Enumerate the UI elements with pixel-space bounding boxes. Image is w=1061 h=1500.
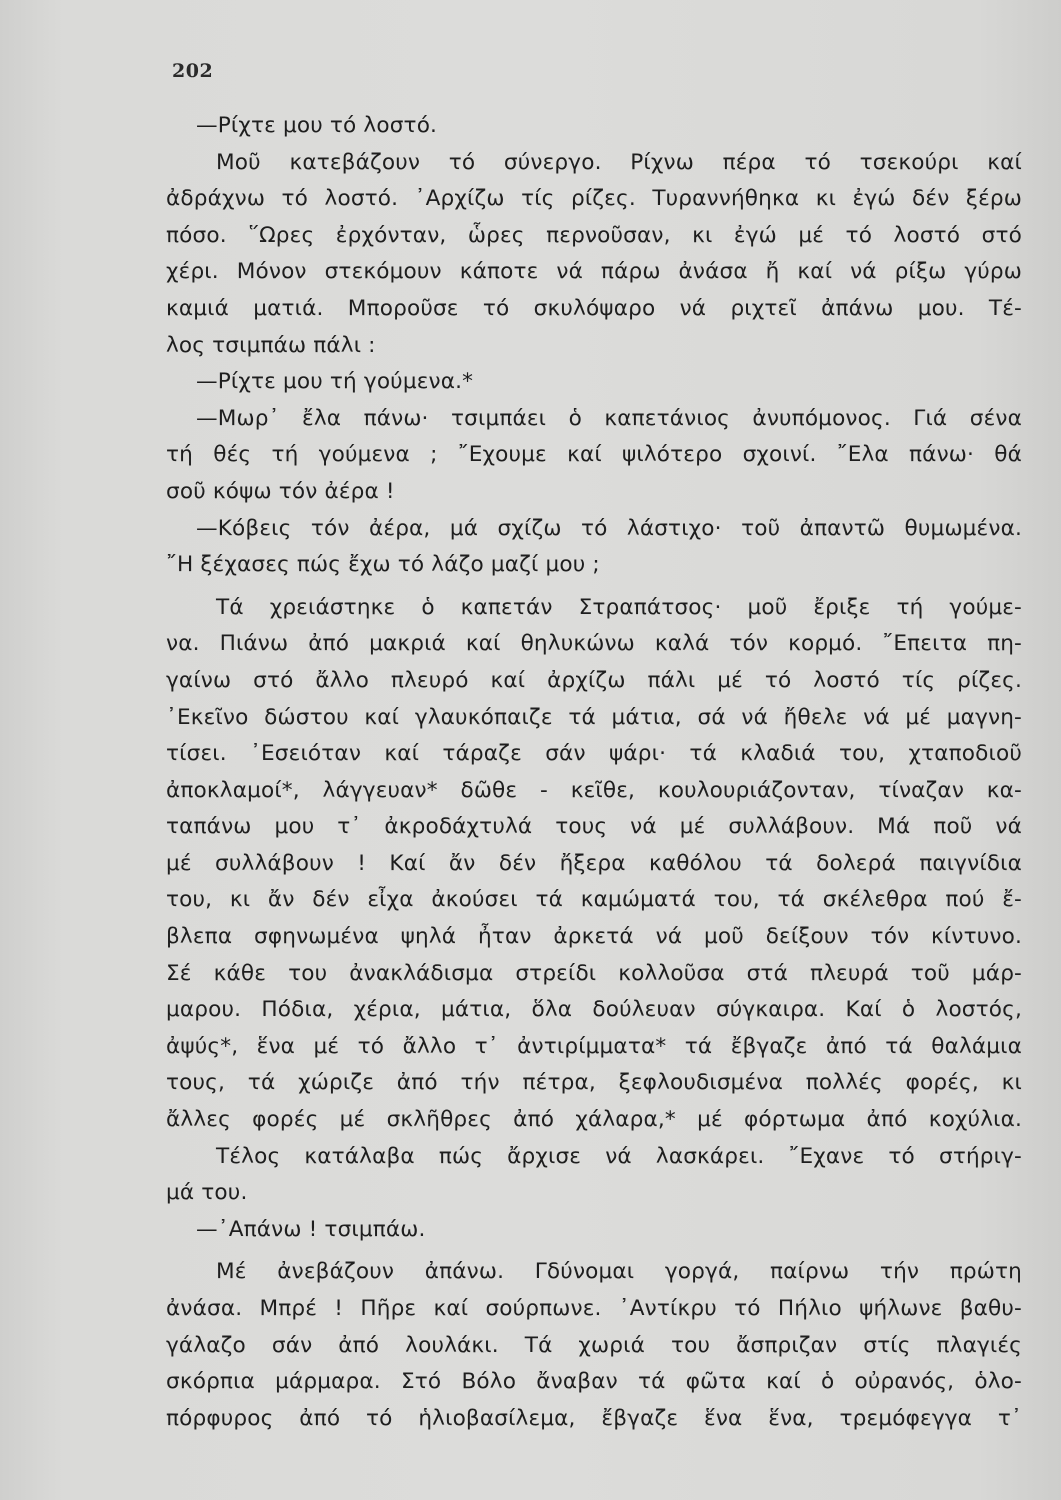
text-line: να. Πιάνω ἀπό μακριά καί θηλυκώνω καλά τόν κορμό. ῎Επειτα πη-	[166, 631, 1022, 657]
text-line: καμιά ματιά. Μποροῦσε τό σκυλόψαρο νά ριχτεῖ ἀπάνω μου. Τέ-	[166, 295, 1022, 321]
text-line: ἀνάσα. Μπρέ ! Πῆρε καί σούρπωνε. ᾿Αντίκρυ τό Πήλιο ψήλωνε βαθυ-	[166, 1296, 1022, 1321]
text-line: Μέ ἀνεβάζουν ἀπάνω. Γδύνομαι γοργά, παίρνω τήν πρώτη	[216, 1259, 1022, 1285]
text-line: γάλαζο σάν ἀπό λουλάκι. Τά χωριά του ἄσπριζαν στίς πλαγιές	[166, 1332, 1022, 1358]
text-line: Τέλος κατάλαβα πώς ἄρχισε νά λασκάρει. ῎Εχανε τό στήριγ-	[216, 1143, 1022, 1169]
text-line: βλεπα σφηνωμένα ψηλά ἦταν ἀρκετά νά μοῦ δείξουν τόν κίντυνο.	[166, 924, 1022, 950]
text-line: ἄλλες φορές μέ σκλῆθρες ἀπό χάλαρα,* μέ φόρτωμα ἀπό κοχύλια.	[166, 1107, 1022, 1133]
text-line: —Κόβεις τόν ἀέρα, μά σχίζω τό λάστιχο· τοῦ ἀπαντῶ θυμωμένα.	[196, 515, 1022, 541]
text-line: λος τσιμπάω πάλι :	[166, 332, 376, 358]
text-line: —Ρίχτε μου τή γούμενα.*	[196, 369, 474, 395]
text-line: Μοῦ κατεβάζουν τό σύνεργο. Ρίχνω πέρα τό τσεκούρι καί	[216, 149, 1022, 175]
text-line: πόρφυρος ἀπό τό ἡλιοβασίλεμα, ἔβγαζε ἕνα ἕνα, τρεμόφεγγα τ᾿	[166, 1405, 1022, 1431]
text-line: σοῦ κόψω τόν ἀέρα !	[166, 478, 395, 504]
text-line: τους, τά χώριζε ἀπό τήν πέτρα, ξεφλουδισμένα πολλές φορές, κι	[166, 1070, 1022, 1096]
text-line: μά του.	[166, 1180, 248, 1206]
text-line: ῎Η ξέχασες πώς ἔχω τό λάζο μαζί μου ;	[166, 552, 600, 578]
text-line: σκόρπια μάρμαρα. Στό Βόλο ἄναβαν τά φῶτα καί ὁ οὐρανός, ὁλο-	[166, 1369, 1022, 1395]
text-line: Τά χρειάστηκε ὁ καπετάν Στραπάτσος· μοῦ ἔριξε τή γούμε-	[216, 594, 1022, 620]
text-line: χέρι. Μόνον στεκόμουν κάποτε νά πάρω ἀνάσα ἤ καί νά ρίξω γύρω	[166, 259, 1022, 285]
text-line: ἀδράχνω τό λοστό. ᾿Αρχίζω τίς ρίζες. Τυραννήθηκα κι ἐγώ δέν ξέρω	[166, 186, 1022, 212]
text-line: ταπάνω μου τ᾿ ἀκροδάχτυλά τους νά μέ συλλάβουν. Μά ποῦ νά	[166, 814, 1022, 840]
text-line: —Μωρ᾿ ἔλα πάνω· τσιμπάει ὁ καπετάνιος ἀνυπόμονος. Γιά σένα	[196, 405, 1022, 431]
text-line: πόσο. ῞Ωρες ἐρχόνταν, ὧρες περνοῦσαν, κι ἐγώ μέ τό λοστό στό	[166, 222, 1022, 248]
text-line: μαρου. Πόδια, χέρια, μάτια, ὅλα δούλευαν σύγκαιρα. Καί ὁ λοστός,	[166, 997, 1022, 1023]
page-number: 202	[172, 60, 214, 82]
text-line: Σέ κάθε του ἀνακλάδισμα στρείδι κολλοῦσα στά πλευρά τοῦ μάρ-	[166, 960, 1022, 986]
text-line: ἀψύς*, ἕνα μέ τό ἄλλο τ᾿ ἀντιρίμματα* τά ἔβγαζε ἀπό τά θαλάμια	[166, 1033, 1022, 1059]
text-line: —Ρίχτε μου τό λοστό.	[196, 113, 438, 138]
text-line: μέ συλλάβουν ! Καί ἄν δέν ἤξερα καθόλου τά δολερά παιγνίδια	[166, 850, 1022, 876]
text-line: —᾿Απάνω ! τσιμπάω.	[196, 1216, 426, 1242]
body-text	[166, 108, 1022, 1437]
text-line: τή θές τή γούμενα ; ῎Εχουμε καί ψιλότερο σχοινί. ῎Ελα πάνω· θά	[166, 442, 1022, 468]
text-line: ᾿Εκεῖνο δώστου καί γλαυκόπαιζε τά μάτια, σά νά ἤθελε νά μέ μαγνη-	[166, 704, 1022, 730]
text-line: γαίνω στό ἄλλο πλευρό καί ἀρχίζω πάλι μέ τό λοστό τίς ρίζες.	[166, 667, 1022, 693]
text-line: του, κι ἄν δέν εἶχα ἀκούσει τά καμώματά του, τά σκέλεθρα πού ἔ-	[166, 887, 1022, 913]
text-line: τίσει. ᾿Εσειόταν καί τάραζε σάν ψάρι· τά κλαδιά του, χταποδιοῦ	[166, 741, 1022, 767]
text-line: ἀποκλαμοί*, λάγγευαν* δῶθε - κεῖθε, κουλουριάζονταν, τίναζαν κα-	[166, 777, 1022, 803]
